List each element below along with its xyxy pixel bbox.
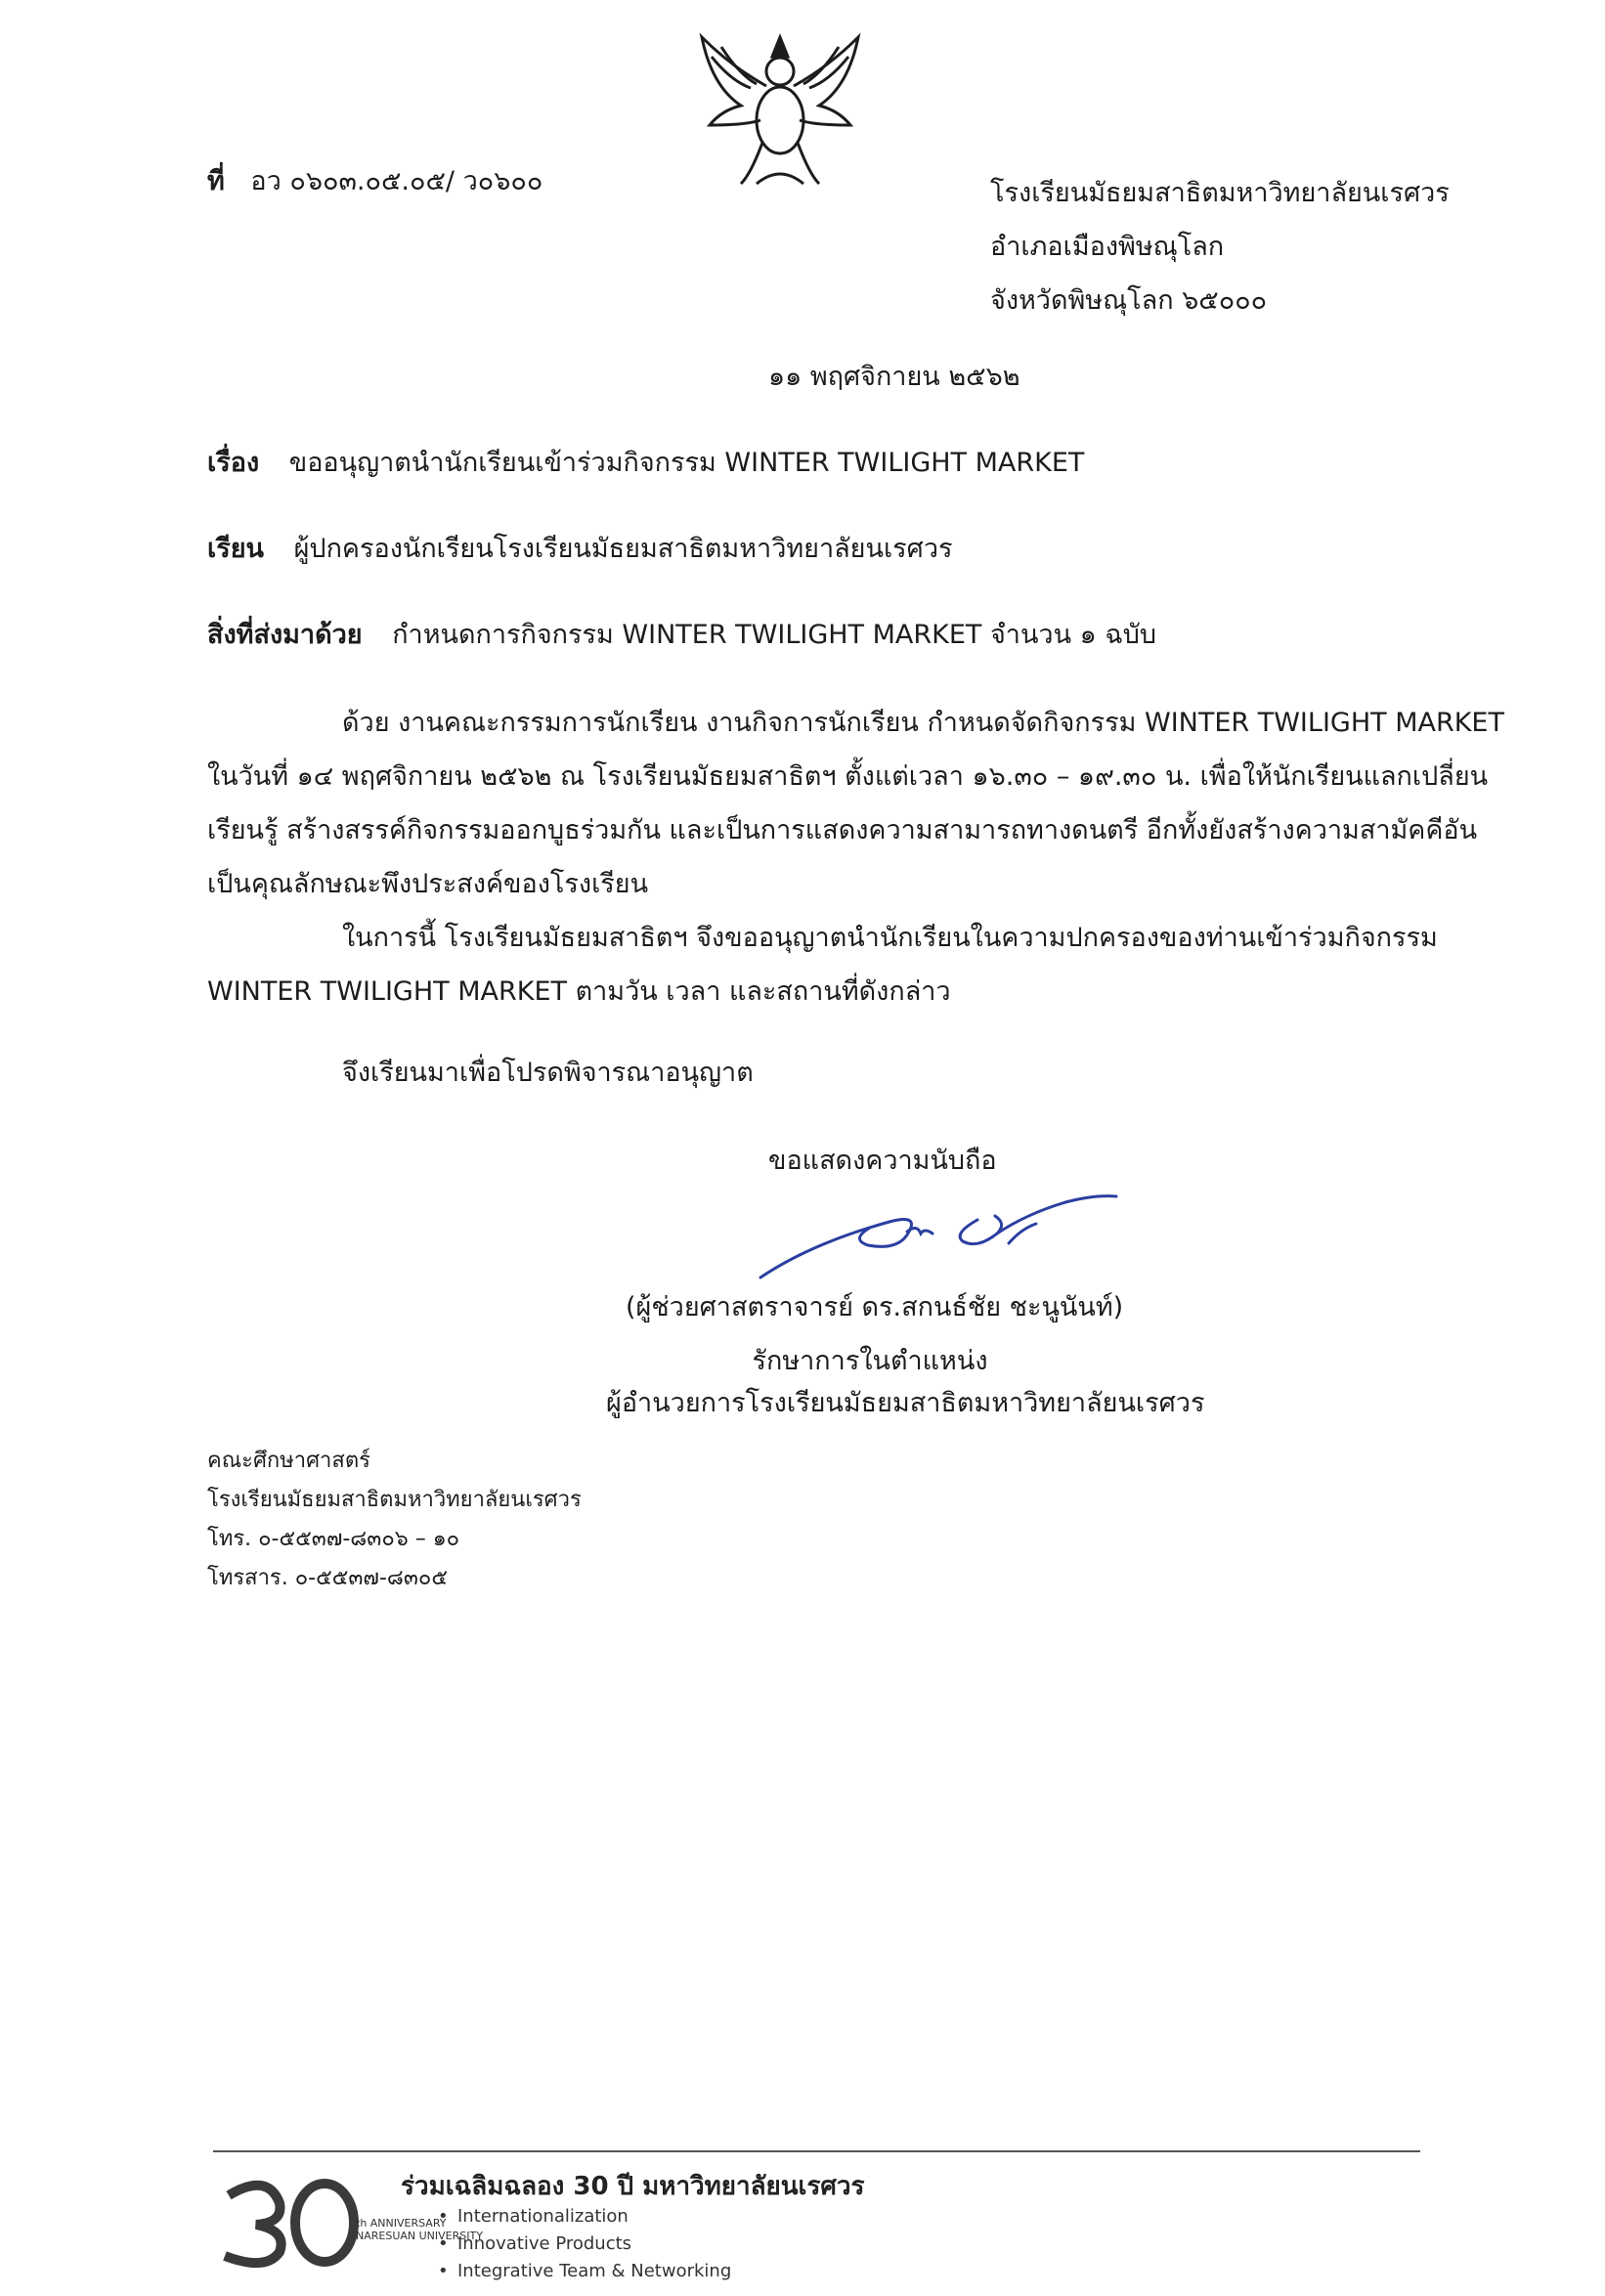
school-address	[990, 166, 1450, 327]
enclosure-text: กำหนดการกิจกรรม WINTER TWILIGHT MARKET จำนวน ๑ ฉบับ	[392, 620, 1157, 650]
logo-text: NARESUAN UNIVERSITY	[356, 2230, 483, 2242]
contact-department: คณะศึกษาศาสตร์	[207, 1449, 370, 1473]
logo-text: th ANNIVERSARY	[356, 2217, 447, 2230]
footer-bullet-item: • Integrative Team & Networking	[438, 2258, 731, 2285]
closing-salutation: ขอแสดงความนับถือ	[768, 1146, 997, 1176]
body-paragraph: ในการนี้ โรงเรียนมัธยมสาธิตฯ จึงขออนุญาตนำนักเรียนในความปกครองของท่านเข้าร่วมกิจกรรม WINTER TWILIGHT MARKET ตามวัน เวลา และสถานที่ดังกล่าว	[207, 923, 1438, 1007]
ref-number: อว ๐๖๐๓.๐๕.๐๕/ ว๐๖๐๐	[250, 166, 543, 196]
address-line: อำเภอเมืองพิษณุโลก	[990, 232, 1225, 262]
footer-title: ร่วมเฉลิมฉลอง 30 ปี มหาวิทยาลัยนเรศวร	[401, 2172, 865, 2201]
contact-block	[207, 1442, 582, 1598]
footer-bullet-item: • Innovative Products	[438, 2231, 731, 2258]
signature-icon	[753, 1185, 1124, 1282]
enclosure-label: สิ่งที่ส่งมาด้วย	[207, 620, 363, 650]
footer-divider	[213, 2150, 1420, 2152]
subject-label: เรื่อง	[207, 448, 260, 478]
ref-label: ที่	[207, 166, 225, 196]
letter-date: ๑๑ พฤศจิกายน ๒๕๖๒	[768, 362, 1020, 392]
signatory-position: ผู้อำนวยการโรงเรียนมัธยมสาธิตมหาวิทยาลัยนเรศวร	[606, 1388, 1205, 1418]
contact-phone: โทร. ๐-๕๕๓๗-๘๓๐๖ – ๑๐	[207, 1527, 460, 1551]
contact-fax: โทรสาร. ๐-๕๕๓๗-๘๓๐๕	[207, 1566, 448, 1590]
footer-bullet-item: • Internationalization	[438, 2203, 731, 2231]
signatory-position: รักษาการในตำแหน่ง	[752, 1346, 988, 1376]
footer-bullets	[438, 2203, 731, 2285]
address-line: จังหวัดพิษณุโลก ๖๕๐๐๐	[990, 285, 1268, 316]
recipient-label: เรียน	[207, 534, 265, 564]
signatory-block	[626, 1280, 1124, 1388]
contact-school: โรงเรียนมัธยมสาธิตมหาวิทยาลัยนเรศวร	[207, 1488, 582, 1512]
address-line: โรงเรียนมัธยมสาธิตมหาวิทยาลัยนเรศวร	[990, 178, 1450, 208]
recipient-text: ผู้ปกครองนักเรียนโรงเรียนมัธยมสาธิตมหาวิทยาลัยนเรศวร	[293, 534, 953, 564]
signatory-name: (ผู้ช่วยศาสตราจารย์ ดร.สกนธ์ชัย ชะนูนันท์)	[626, 1292, 1124, 1322]
closing-request: จึงเรียนมาเพื่อโปรดพิจารณาอนุญาต	[342, 1058, 754, 1088]
anniversary-logo-icon	[209, 2168, 483, 2275]
garuda-emblem-icon	[692, 27, 868, 194]
subject-text: ขออนุญาตนำนักเรียนเข้าร่วมกิจกรรม WINTER TWILIGHT MARKET	[288, 448, 1085, 478]
body-paragraph: ด้วย งานคณะกรรมการนักเรียน งานกิจการนักเรียน กำหนดจัดกิจกรรม WINTER TWILIGHT MARKET ในวันที่ ๑๔ พฤศจิกายน ๒๕๖๒ ณ โรงเรียนมัธยมสาธิตฯ ตั้งแต่เวลา ๑๖.๓๐ – ๑๙.๓๐ น. เพื่อให้นักเรียนแลกเปลี่ยนเรียนรู้ สร้างสรรค์กิจกรรมออกบูธร่วมกัน และเป็นการแสดงความสามารถทางดนตรี อีกทั้งยังสร้างความสามัคคีอันเป็นคุณลักษณะพึงประสงค์ของโรงเรียน	[207, 708, 1504, 899]
letter-body	[207, 696, 1507, 1018]
